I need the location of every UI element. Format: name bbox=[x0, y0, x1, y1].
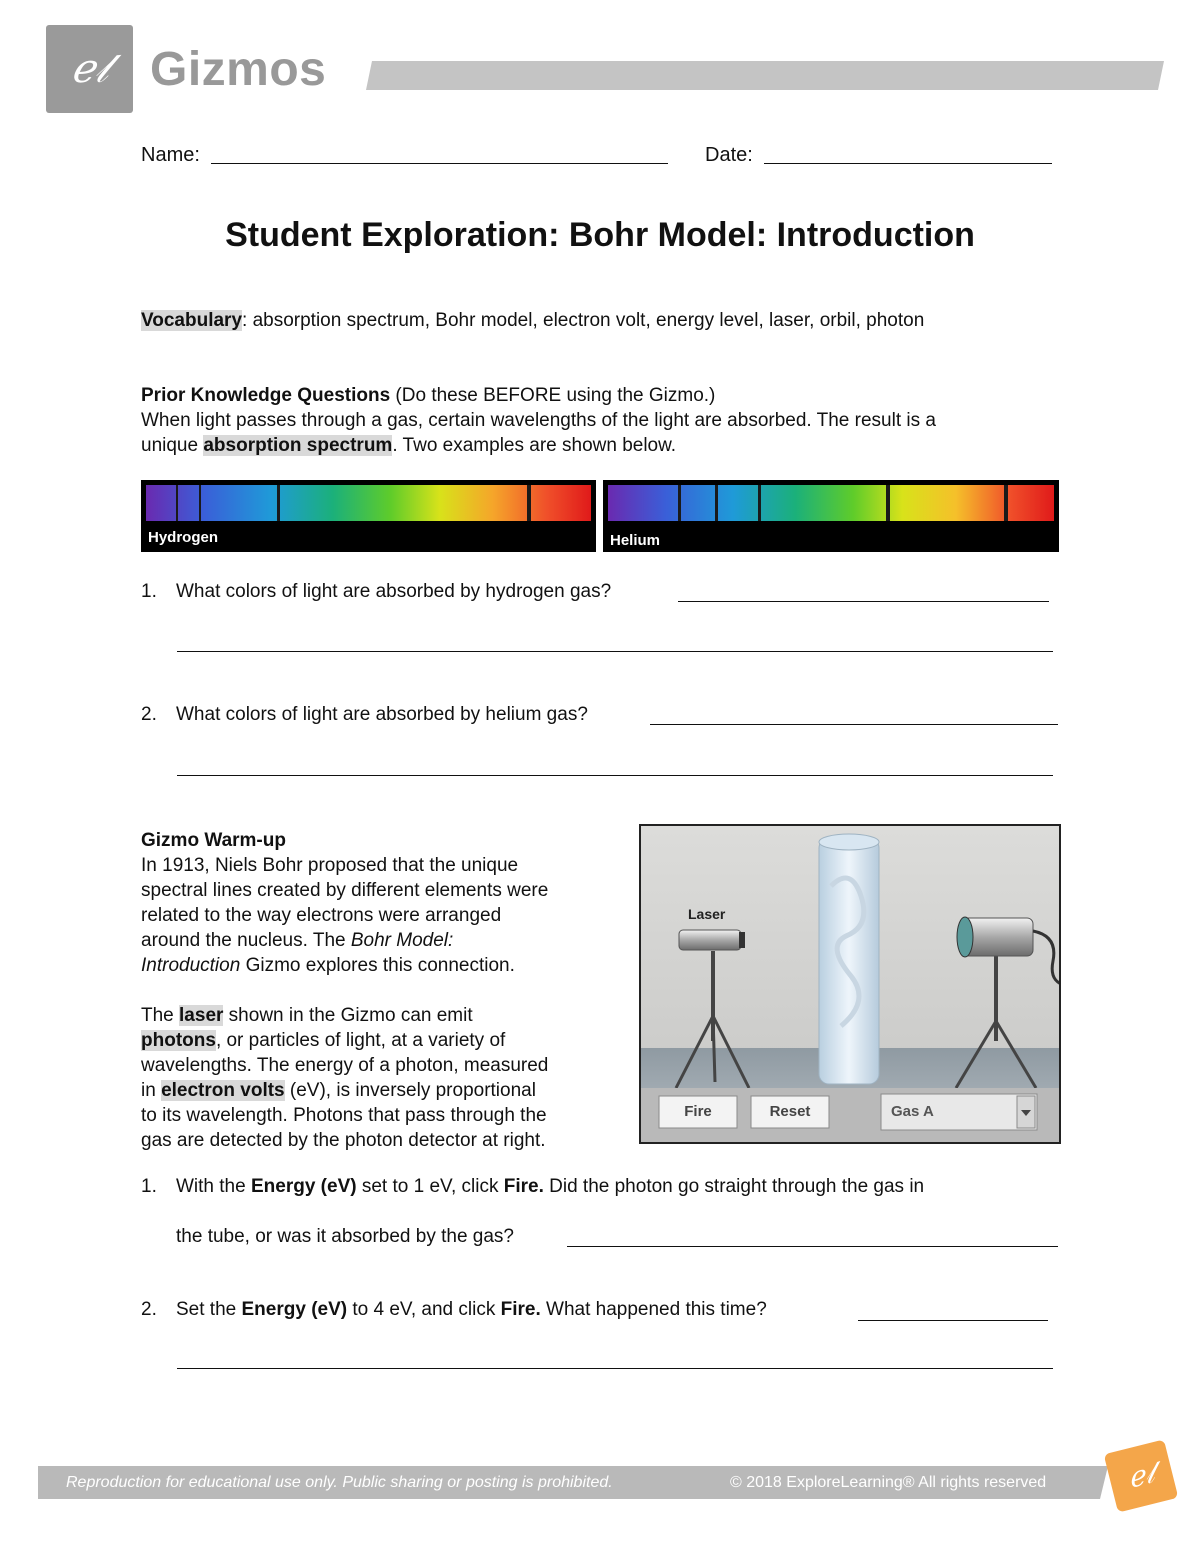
warmup-text: to its wavelength. Photons that pass through the bbox=[141, 1105, 547, 1126]
warmup-text bbox=[141, 1003, 621, 1028]
question-2 bbox=[141, 704, 588, 726]
fire-term: Fire. bbox=[500, 1299, 541, 1320]
prior-knowledge-text-2 bbox=[141, 433, 676, 458]
text-fragment: Did the photon go straight through the gas in bbox=[543, 1176, 925, 1197]
date-field[interactable] bbox=[764, 163, 1052, 164]
warmup-heading: Gizmo Warm-up bbox=[141, 830, 286, 851]
text-fragment: The bbox=[141, 1005, 180, 1026]
answer-line-2a[interactable] bbox=[650, 724, 1058, 725]
text-fragment: to 4 eV, and click bbox=[347, 1299, 501, 1320]
answer-line-1a[interactable] bbox=[678, 601, 1049, 602]
warmup-text: wavelengths. The energy of a photon, measured bbox=[141, 1055, 549, 1076]
question-1 bbox=[141, 581, 611, 603]
fire-button[interactable]: Fire bbox=[684, 1103, 712, 1120]
warmup-text: spectral lines created by different elements were bbox=[141, 880, 549, 901]
question-number: 1. bbox=[141, 1176, 157, 1197]
text-fragment: shown in the Gizmo can emit bbox=[223, 1005, 473, 1026]
helium-label: Helium bbox=[610, 532, 661, 549]
text-fragment: set to 1 eV, click bbox=[356, 1176, 504, 1197]
header-bar bbox=[366, 61, 1164, 90]
laser-term: laser bbox=[179, 1005, 224, 1026]
warmup-question-1 bbox=[141, 1176, 924, 1198]
warmup-text: related to the way electrons were arranged bbox=[141, 905, 502, 926]
text-fragment: in bbox=[141, 1080, 162, 1101]
date-label: Date: bbox=[705, 144, 753, 166]
text-fragment: With the bbox=[176, 1176, 251, 1197]
name-label: Name: bbox=[141, 144, 200, 166]
warmup-text bbox=[141, 1028, 621, 1053]
vocabulary-line bbox=[141, 308, 924, 333]
absorption-spectrum-term: absorption spectrum bbox=[203, 435, 393, 456]
prior-knowledge-heading bbox=[141, 383, 715, 408]
energy-control-term: Energy (eV) bbox=[250, 1176, 357, 1197]
warmup-text bbox=[141, 953, 621, 978]
hydrogen-label: Hydrogen bbox=[148, 529, 219, 546]
prior-knowledge-title: Prior Knowledge Questions bbox=[141, 385, 391, 406]
text-fragment: What happened this time? bbox=[540, 1299, 767, 1320]
page-title: Student Exploration: Bohr Model: Introduction bbox=[225, 216, 975, 254]
vocabulary-terms: : absorption spectrum, Bohr model, electron volt, energy level, laser, orbil, photon bbox=[242, 310, 925, 331]
warmup-question-1-cont: the tube, or was it absorbed by the gas? bbox=[176, 1226, 514, 1247]
gas-select[interactable]: Gas A bbox=[891, 1103, 934, 1120]
text-fragment: around the nucleus. The bbox=[141, 930, 351, 951]
text-fragment: . Two examples are shown below. bbox=[392, 435, 677, 456]
brand-name: Gizmos bbox=[150, 43, 327, 96]
prior-knowledge-note: (Do these BEFORE using the Gizmo.) bbox=[390, 385, 716, 406]
question-number: 2. bbox=[141, 704, 157, 725]
footer-notice: Reproduction for educational use only. Public sharing or posting is prohibited. bbox=[66, 1474, 613, 1491]
name-field[interactable] bbox=[211, 163, 668, 164]
footer-badge: ℯ𝓁 bbox=[1104, 1439, 1179, 1512]
question-text: What colors of light are absorbed by helium gas? bbox=[176, 704, 588, 725]
warmup-text bbox=[141, 928, 621, 953]
answer-line-w2a[interactable] bbox=[858, 1320, 1048, 1321]
answer-line-1b[interactable] bbox=[177, 651, 1053, 652]
text-fragment: (eV), is inversely proportional bbox=[284, 1080, 536, 1101]
gizmo-screenshot bbox=[639, 824, 1061, 1144]
question-number: 1. bbox=[141, 581, 157, 602]
warmup-text: gas are detected by the photon detector at right. bbox=[141, 1130, 546, 1151]
gizmo-title-italic: Bohr Model: bbox=[350, 930, 454, 951]
answer-line-2b[interactable] bbox=[177, 775, 1053, 776]
footer-copyright: © 2018 ExploreLearning® All rights reserved bbox=[730, 1474, 1047, 1491]
vocabulary-label: Vocabulary bbox=[141, 310, 243, 331]
hydrogen-spectrum bbox=[141, 480, 596, 552]
warmup-question-2 bbox=[141, 1299, 767, 1321]
question-text: What colors of light are absorbed by hydrogen gas? bbox=[176, 581, 612, 602]
electron-volts-term: electron volts bbox=[161, 1080, 285, 1101]
helium-spectrum bbox=[603, 480, 1059, 552]
prior-knowledge-text-1: When light passes through a gas, certain wavelengths of the light are absorbed. The result is a bbox=[141, 410, 936, 431]
warmup-section bbox=[141, 828, 621, 1153]
warmup-text bbox=[141, 1078, 621, 1103]
answer-line-w1[interactable] bbox=[567, 1246, 1058, 1247]
photons-term: photons bbox=[141, 1030, 216, 1051]
energy-control-term: Energy (eV) bbox=[241, 1299, 348, 1320]
question-number: 2. bbox=[141, 1299, 157, 1320]
gizmo-title-italic: Introduction bbox=[141, 955, 241, 976]
answer-line-w2b[interactable] bbox=[177, 1368, 1053, 1369]
warmup-text: In 1913, Niels Bohr proposed that the unique bbox=[141, 855, 519, 876]
text-fragment: unique bbox=[141, 435, 204, 456]
gizmos-logo: ℯ𝓁 bbox=[46, 25, 133, 113]
text-fragment: , or particles of light, at a variety of bbox=[215, 1030, 506, 1051]
reset-button[interactable]: Reset bbox=[769, 1103, 811, 1120]
fire-term: Fire. bbox=[503, 1176, 544, 1197]
text-fragment: Set the bbox=[176, 1299, 242, 1320]
laser-label: Laser bbox=[688, 906, 726, 922]
text-fragment: Gizmo explores this connection. bbox=[240, 955, 515, 976]
